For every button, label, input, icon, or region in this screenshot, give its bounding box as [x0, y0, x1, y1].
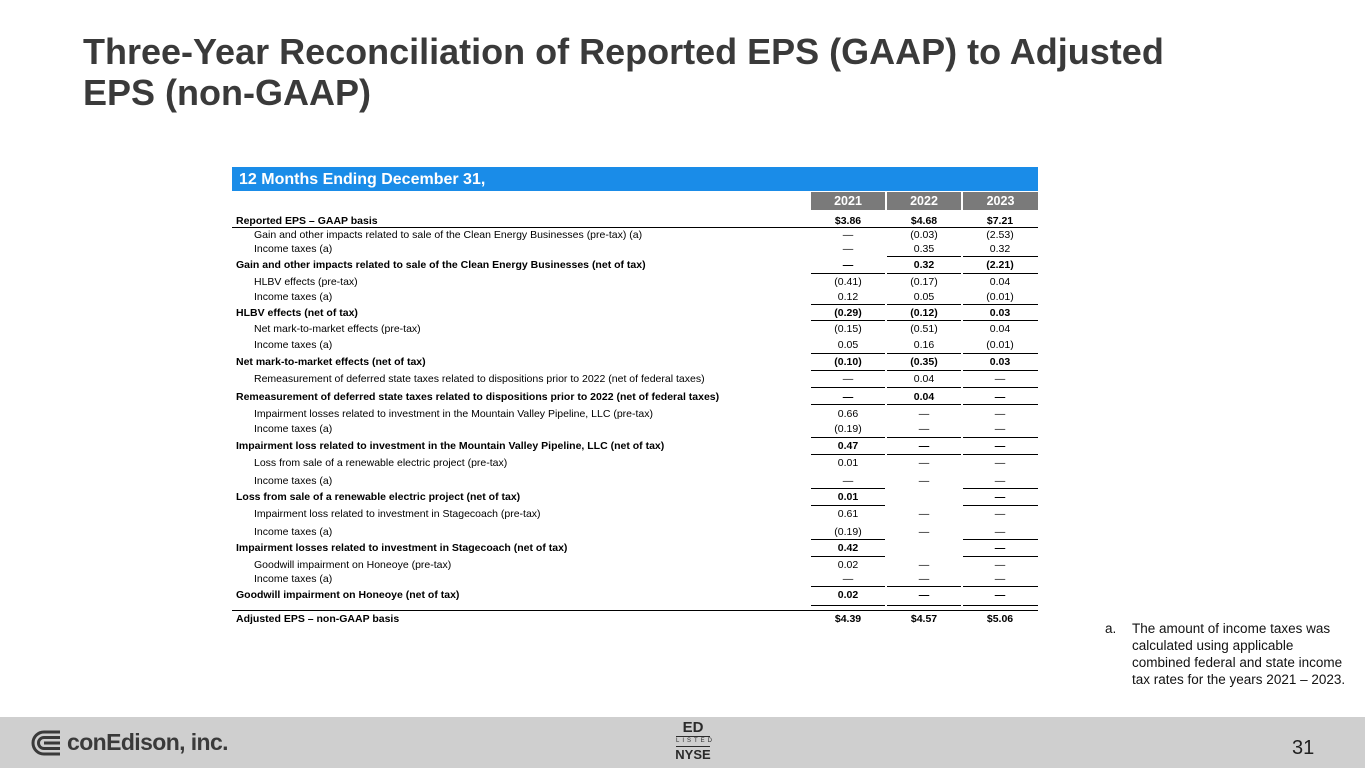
cell-2021: 0.47 [837, 440, 859, 452]
table-row-total [232, 588, 1038, 602]
subtotal-rule [887, 404, 961, 405]
table-row-total [232, 306, 1038, 320]
conedison-logo [30, 728, 228, 758]
subtotal-rule [963, 605, 1038, 606]
row-label: Income taxes (a) [254, 243, 333, 255]
row-label: Income taxes (a) [254, 526, 333, 538]
subtotal-rule [963, 273, 1038, 274]
cell-2023: 0.04 [989, 276, 1011, 288]
row-label: Goodwill impairment on Honeoye (pre-tax) [254, 559, 452, 571]
cell-2022: $4.68 [910, 215, 938, 227]
row-label: Income taxes (a) [254, 573, 333, 585]
exchange-name: NYSE [675, 747, 711, 762]
footer-bar [0, 717, 1365, 768]
table-row [232, 407, 1038, 421]
cell-2023: 0.04 [989, 323, 1011, 335]
row-label: Net mark-to-market effects (net of tax) [236, 356, 426, 368]
subtotal-rule [963, 320, 1038, 321]
cell-2021: $3.86 [834, 215, 862, 227]
cell-2022: $4.57 [910, 613, 938, 625]
table-row [232, 275, 1038, 289]
subtotal-rule [811, 437, 885, 438]
eps-reconciliation-table [232, 167, 1038, 634]
table-row [232, 290, 1038, 304]
subtotal-rule [811, 488, 885, 489]
row-label: Income taxes (a) [254, 339, 333, 351]
table-row [232, 525, 1038, 539]
table-row-total [232, 439, 1038, 453]
cell-2021: — [842, 475, 854, 487]
row-label: Remeasurement of deferred state taxes related to dispositions prior to 2022 (net of federal taxes) [236, 391, 720, 403]
subtotal-rule [887, 605, 961, 606]
cell-2023: $5.06 [986, 613, 1014, 625]
subtotal-rule [887, 370, 961, 371]
row-label: Income taxes (a) [254, 475, 333, 487]
row-label: Impairment losses related to investment in Stagecoach (net of tax) [236, 542, 568, 554]
subtotal-rule [887, 387, 961, 388]
cell-2023: $7.21 [986, 215, 1014, 227]
cell-2023: — [994, 475, 1006, 487]
subtotal-rule [963, 505, 1038, 506]
subtotal-rule [811, 320, 885, 321]
row-label: Gain and other impacts related to sale of the Clean Energy Businesses (pre-tax) (a) [254, 229, 643, 241]
cell-2021: 0.66 [837, 408, 859, 420]
cell-2022: 0.04 [913, 373, 935, 385]
subtotal-rule [887, 586, 961, 587]
footnote-text: The amount of income taxes was calculated using applicable combined federal and state income tax rates for the years 2021 – 2023. [1132, 621, 1346, 687]
table-row-total [232, 355, 1038, 369]
subtotal-rule [963, 304, 1038, 305]
table-row [232, 456, 1038, 470]
subtotal-rule [811, 556, 885, 557]
cell-2022: 0.05 [913, 291, 935, 303]
footnote [1105, 620, 1350, 688]
table-row-total [232, 390, 1038, 404]
subtotal-rule [811, 605, 885, 606]
cell-2023: — [994, 491, 1006, 503]
logo-wordmark: conEdison, inc. [67, 729, 228, 755]
row-label: Loss from sale of a renewable electric project (net of tax) [236, 491, 521, 503]
ticker-symbol: ED [682, 719, 704, 736]
subtotal-rule [963, 539, 1038, 540]
cell-2022: (0.17) [910, 276, 938, 288]
cell-2023: — [994, 508, 1006, 520]
page-title: Three-Year Reconciliation of Reported EPS (GAAP) to Adjusted EPS (non-GAAP) [83, 31, 1164, 113]
subtotal-rule [963, 556, 1038, 557]
cell-2021: — [842, 229, 854, 241]
cell-2021: — [842, 391, 854, 403]
cell-2022: 0.35 [913, 243, 935, 255]
row-label: Net mark-to-market effects (pre-tax) [254, 323, 421, 335]
cell-2023: — [994, 408, 1006, 420]
subtotal-rule [963, 256, 1038, 257]
cell-2023: — [994, 559, 1006, 571]
cell-2023: (2.21) [986, 259, 1014, 271]
row-label: HLBV effects (net of tax) [236, 307, 358, 319]
logo-mark-icon [30, 728, 66, 758]
cell-2021: 0.42 [837, 542, 859, 554]
row-label: Income taxes (a) [254, 291, 333, 303]
row-label: Goodwill impairment on Honeoye (net of tax) [236, 589, 460, 601]
subtotal-rule [811, 370, 885, 371]
cell-2023: 0.03 [989, 307, 1011, 319]
table-row [232, 372, 1038, 386]
subtotal-rule [963, 370, 1038, 371]
cell-2021: (0.41) [834, 276, 862, 288]
table-row [232, 572, 1038, 586]
cell-2021: 0.01 [837, 491, 859, 503]
cell-2023: — [994, 526, 1006, 538]
cell-2023: — [994, 457, 1006, 469]
period-header: 12 Months Ending December 31, [232, 167, 1038, 191]
subtotal-rule [963, 586, 1038, 587]
table-row [232, 338, 1038, 352]
table-row-total [232, 214, 1038, 228]
table-row [232, 507, 1038, 521]
cell-2021: 0.01 [837, 457, 859, 469]
year-header-2022: 2022 [887, 192, 961, 210]
subtotal-rule [887, 256, 961, 257]
table-row [232, 242, 1038, 256]
subtotal-rule [963, 454, 1038, 455]
cell-2021: $4.39 [834, 613, 862, 625]
cell-2023: 0.32 [989, 243, 1011, 255]
subtotal-rule [887, 320, 961, 321]
cell-2023: (0.01) [986, 291, 1014, 303]
cell-2023: (2.53) [986, 229, 1014, 241]
cell-2023: (0.01) [986, 339, 1014, 351]
cell-2021: — [842, 243, 854, 255]
cell-2022: (0.51) [910, 323, 938, 335]
cell-2022: — [918, 559, 930, 571]
subtotal-rule [811, 353, 885, 354]
year-header-2021: 2021 [811, 192, 885, 210]
table-row-total [232, 541, 1038, 555]
subtotal-rule [811, 273, 885, 274]
row-label: Impairment losses related to investment in the Mountain Valley Pipeline, LLC (pre-tax) [254, 408, 653, 420]
subtotal-rule [887, 437, 961, 438]
footnote-marker: a. [1105, 621, 1117, 636]
subtotal-rule [887, 353, 961, 354]
cell-2023: — [994, 391, 1006, 403]
subtotal-rule [811, 304, 885, 305]
cell-2021: 0.12 [837, 291, 859, 303]
subtotal-rule [887, 273, 961, 274]
subtotal-rule [963, 437, 1038, 438]
cell-2022: 0.16 [913, 339, 935, 351]
subtotal-rule [811, 505, 885, 506]
row-label: Impairment loss related to investment in the Mountain Valley Pipeline, LLC (net of tax) [236, 440, 665, 452]
cell-2022: — [918, 475, 930, 487]
row-label: Income taxes (a) [254, 423, 333, 435]
cell-2022: — [918, 526, 930, 538]
row-label: HLBV effects (pre-tax) [254, 276, 358, 288]
cell-2022: (0.35) [910, 356, 938, 368]
cell-2021: 0.02 [837, 589, 859, 601]
cell-2021: (0.19) [834, 526, 862, 538]
subtotal-rule [811, 404, 885, 405]
page-number: 31 [1292, 737, 1315, 759]
table-row-total [232, 490, 1038, 504]
cell-2022: (0.03) [910, 229, 938, 241]
nyse-listing-badge [673, 719, 716, 762]
row-label: Impairment loss related to investment in Stagecoach (pre-tax) [254, 508, 541, 520]
subtotal-rule [811, 539, 885, 540]
subtotal-rule [811, 387, 885, 388]
cell-2021: (0.29) [834, 307, 862, 319]
row-label: Reported EPS – GAAP basis [236, 215, 378, 227]
row-label: Gain and other impacts related to sale of the Clean Energy Businesses (net of tax) [236, 259, 646, 271]
year-header-2023: 2023 [963, 192, 1038, 210]
cell-2023: 0.03 [989, 356, 1011, 368]
cell-2021: (0.10) [834, 356, 862, 368]
cell-2022: — [918, 589, 930, 601]
cell-2021: — [842, 259, 854, 271]
subtotal-rule [963, 387, 1038, 388]
table-row [232, 422, 1038, 436]
row-label: Adjusted EPS – non-GAAP basis [236, 613, 400, 625]
subtotal-rule [887, 454, 961, 455]
cell-2022: — [918, 423, 930, 435]
cell-2022: 0.04 [913, 391, 935, 403]
table-row [232, 558, 1038, 572]
cell-2021: 0.02 [837, 559, 859, 571]
cell-2021: (0.15) [834, 323, 862, 335]
table-row [232, 228, 1038, 242]
cell-2023: — [994, 423, 1006, 435]
cell-2021: — [842, 373, 854, 385]
table-row-total [232, 612, 1038, 626]
table-divider [232, 227, 1038, 228]
listed-label: LISTED [676, 736, 710, 747]
cell-2022: 0.32 [913, 259, 935, 271]
cell-2022: — [918, 508, 930, 520]
cell-2022: — [918, 408, 930, 420]
cell-2023: — [994, 589, 1006, 601]
cell-2022: — [918, 457, 930, 469]
table-row-total [232, 258, 1038, 272]
cell-2023: — [994, 440, 1006, 452]
table-row [232, 322, 1038, 336]
cell-2022: — [918, 573, 930, 585]
cell-2021: (0.19) [834, 423, 862, 435]
table-body [232, 214, 1038, 634]
cell-2023: — [994, 373, 1006, 385]
subtotal-rule [887, 304, 961, 305]
cell-2021: 0.05 [837, 339, 859, 351]
row-label: Loss from sale of a renewable electric project (pre-tax) [254, 457, 508, 469]
subtotal-rule [811, 586, 885, 587]
year-header-row [232, 192, 1038, 210]
cell-2023: — [994, 573, 1006, 585]
cell-2021: — [842, 573, 854, 585]
row-label: Remeasurement of deferred state taxes related to dispositions prior to 2022 (net of federal taxes) [254, 373, 705, 385]
cell-2021: 0.61 [837, 508, 859, 520]
subtotal-rule [811, 454, 885, 455]
table-divider [232, 610, 1038, 611]
cell-2022: (0.12) [910, 307, 938, 319]
subtotal-rule [963, 353, 1038, 354]
subtotal-rule [963, 404, 1038, 405]
cell-2022: — [918, 440, 930, 452]
table-row [232, 474, 1038, 488]
cell-2023: — [994, 542, 1006, 554]
subtotal-rule [963, 488, 1038, 489]
